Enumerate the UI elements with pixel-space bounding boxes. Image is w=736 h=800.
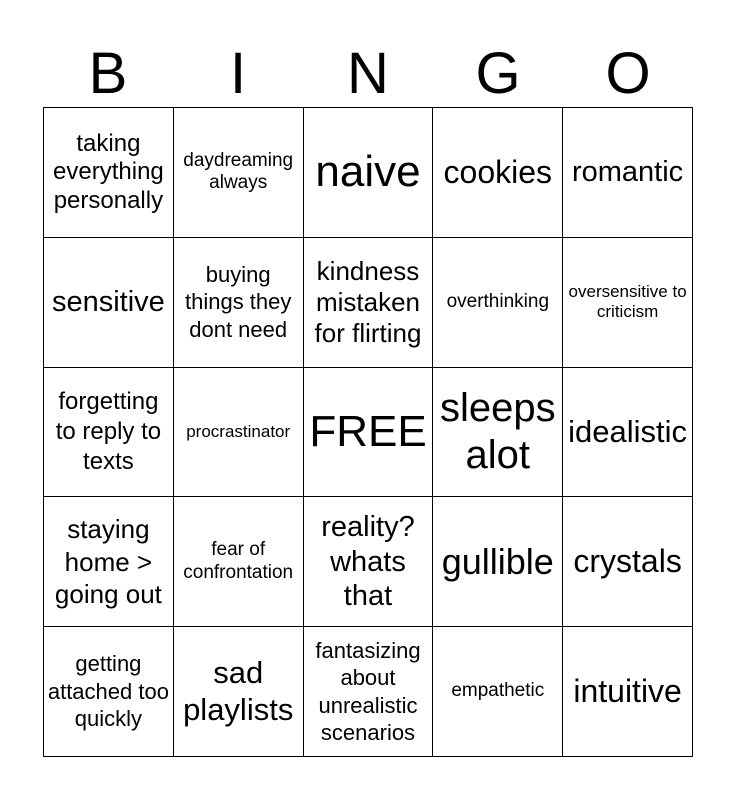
bingo-cell[interactable]: naive (304, 108, 434, 238)
bingo-cell[interactable]: overthinking (433, 238, 563, 368)
bingo-cell[interactable]: romantic (563, 108, 693, 238)
bingo-cell[interactable]: buying things they dont need (174, 238, 304, 368)
header-letter-b: B (88, 41, 128, 106)
bingo-grid (43, 107, 693, 757)
bingo-cell[interactable]: intuitive (563, 627, 693, 757)
bingo-cell[interactable]: reality? whats that (304, 497, 434, 627)
bingo-cell[interactable]: sensitive (44, 238, 174, 368)
bingo-cell[interactable]: crystals (563, 497, 693, 627)
bingo-cell[interactable]: fear of confrontation (174, 497, 304, 627)
header-letter-n: N (347, 41, 389, 106)
bingo-cell[interactable]: forgetting to reply to texts (44, 368, 174, 498)
bingo-cell[interactable]: idealistic (563, 368, 693, 498)
bingo-cell[interactable]: oversensitive to criticism (563, 238, 693, 368)
bingo-cell[interactable]: sleeps alot (433, 368, 563, 498)
bingo-cell[interactable]: staying home > going out (44, 497, 174, 627)
bingo-cell[interactable]: sad playlists (174, 627, 304, 757)
bingo-cell[interactable]: cookies (433, 108, 563, 238)
header-letter-g: G (475, 41, 521, 106)
bingo-cell[interactable]: empathetic (433, 627, 563, 757)
bingo-header (43, 40, 693, 108)
header-letter-i: I (229, 41, 247, 106)
bingo-cell[interactable]: getting attached too quickly (44, 627, 174, 757)
bingo-cell[interactable]: procrastinator (174, 368, 304, 498)
header-letter-o: O (605, 41, 651, 106)
bingo-cell[interactable]: taking everything personally (44, 108, 174, 238)
bingo-cell[interactable]: gullible (433, 497, 563, 627)
bingo-cell[interactable]: daydreaming always (174, 108, 304, 238)
free-space[interactable]: FREE (304, 368, 434, 498)
bingo-cell[interactable]: fantasizing about unrealistic scenarios (304, 627, 434, 757)
bingo-cell[interactable]: kindness mistaken for flirting (304, 238, 434, 368)
